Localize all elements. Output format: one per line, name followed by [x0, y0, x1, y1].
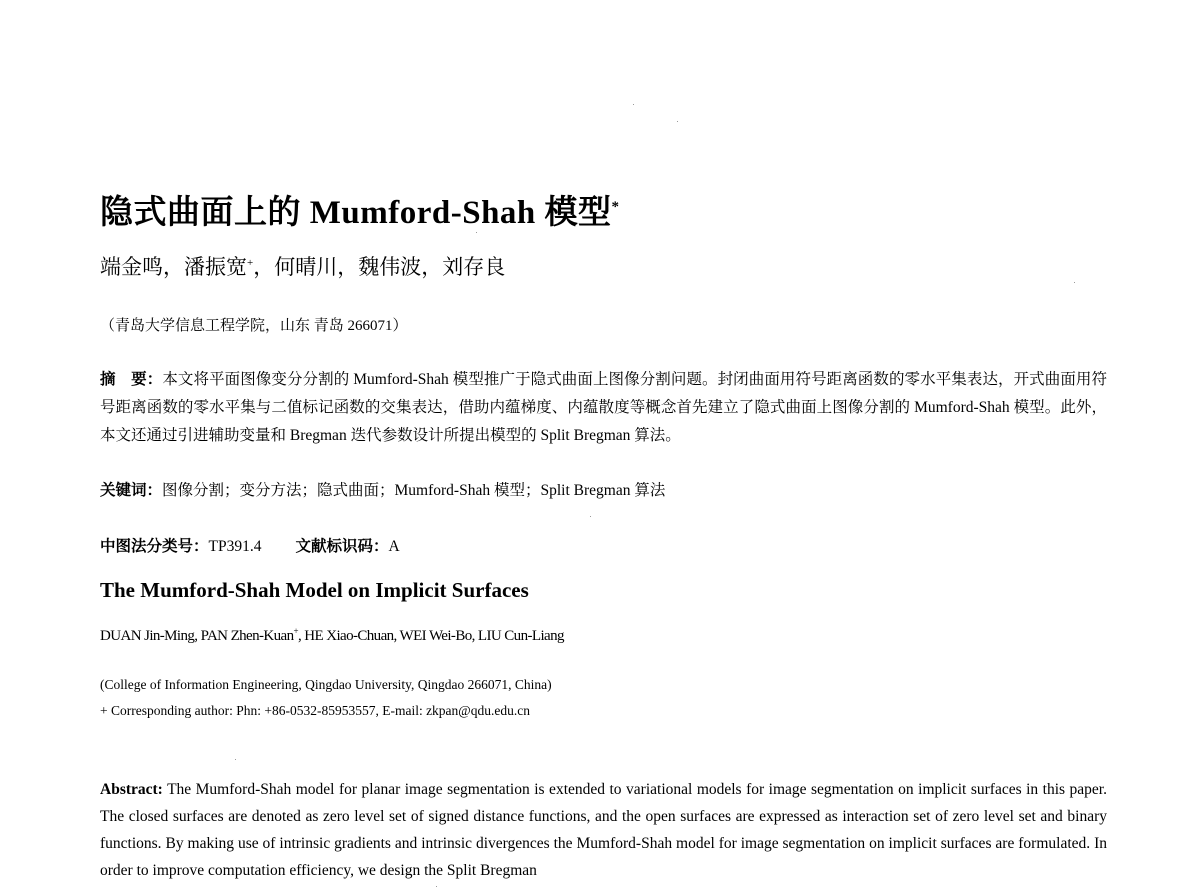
english-corresponding-mark: +: [293, 626, 298, 636]
doc-code-value: A: [388, 538, 400, 555]
english-authors: [100, 626, 564, 645]
english-abstract-label: Abstract:: [100, 781, 163, 798]
chinese-keywords-label: 关键词：: [100, 482, 163, 499]
chinese-authors-part1: 端金鸣，潘振宽: [100, 255, 247, 279]
english-authors-part2: , HE Xiao-Chuan, WEI Wei-Bo, LIU Cun-Liang: [297, 628, 564, 644]
chinese-abstract: [100, 366, 1107, 450]
english-affiliation: (College of Information Engineering, Qingdao University, Qingdao 266071, China): [100, 677, 552, 692]
scan-speck: [235, 759, 236, 760]
scan-speck: [633, 104, 634, 105]
chinese-authors-part2: ，何晴川，魏伟波，刘存良: [253, 255, 506, 279]
scan-speck: [476, 232, 477, 233]
chinese-keywords: [100, 478, 665, 500]
scan-speck: [436, 886, 437, 887]
english-authors-part1: DUAN Jin-Ming, PAN Zhen-Kuan: [100, 628, 294, 644]
english-title: The Mumford-Shah Model on Implicit Surfaces: [100, 578, 529, 602]
english-abstract: [100, 776, 1107, 884]
chinese-title: [100, 186, 620, 233]
scan-speck: [590, 516, 591, 517]
clc-value: TP391.4: [208, 538, 262, 555]
chinese-keywords-text: 图像分割；变分方法；隐式曲面；Mumford-Shah 模型；Split Bregman 算法: [162, 482, 666, 499]
corresponding-author: + Corresponding author: Phn: +86-0532-85953557, E-mail: zkpan@qdu.edu.cn: [100, 703, 530, 718]
chinese-abstract-label: 摘 要：: [100, 371, 163, 388]
doc-code-label: 文献标识码：: [295, 538, 389, 555]
scan-speck: [677, 121, 678, 122]
english-abstract-text: The Mumford-Shah model for planar image segmentation is extended to variational models for image segmentation on implicit surfaces in this paper. The closed surfaces are denoted as zero level set of signed distance functions, and the open surfaces are expressed as interaction set of zero level set and binary functions. By making use of intrinsic gradients and intrinsic divergences the Mumford-Shah model for image segmentation on implicit surfaces are formulated. In order to improve computation efficiency, we design the Split Bregman: [100, 781, 1107, 879]
chinese-authors: [100, 251, 505, 281]
chinese-abstract-text: 本文将平面图像变分分割的 Mumford-Shah 模型推广于隐式曲面上图像分割问题。封闭曲面用符号距离函数的零水平集表达，开式曲面用符号距离函数的零水平集与二值标记函数的交集表达，借助内蕴梯度、内蕴散度等概念首先建立了隐式曲面上图像分割的 Mumford-Shah 模型。此外，本文还通过引进辅助变量和 Bregman 迭代参数设计所提出模型的 Split Bregman 算法。: [100, 371, 1107, 444]
clc-label: 中图法分类号：: [100, 538, 209, 555]
chinese-title-text: 隐式曲面上的 Mumford-Shah 模型: [100, 195, 612, 231]
chinese-corresponding-mark: +: [247, 257, 254, 269]
title-footnote-mark: *: [611, 199, 620, 215]
chinese-affiliation: （青岛大学信息工程学院，山东 青岛 266071）: [100, 318, 408, 334]
scan-speck: [1074, 282, 1075, 283]
classification-line: [100, 534, 400, 556]
